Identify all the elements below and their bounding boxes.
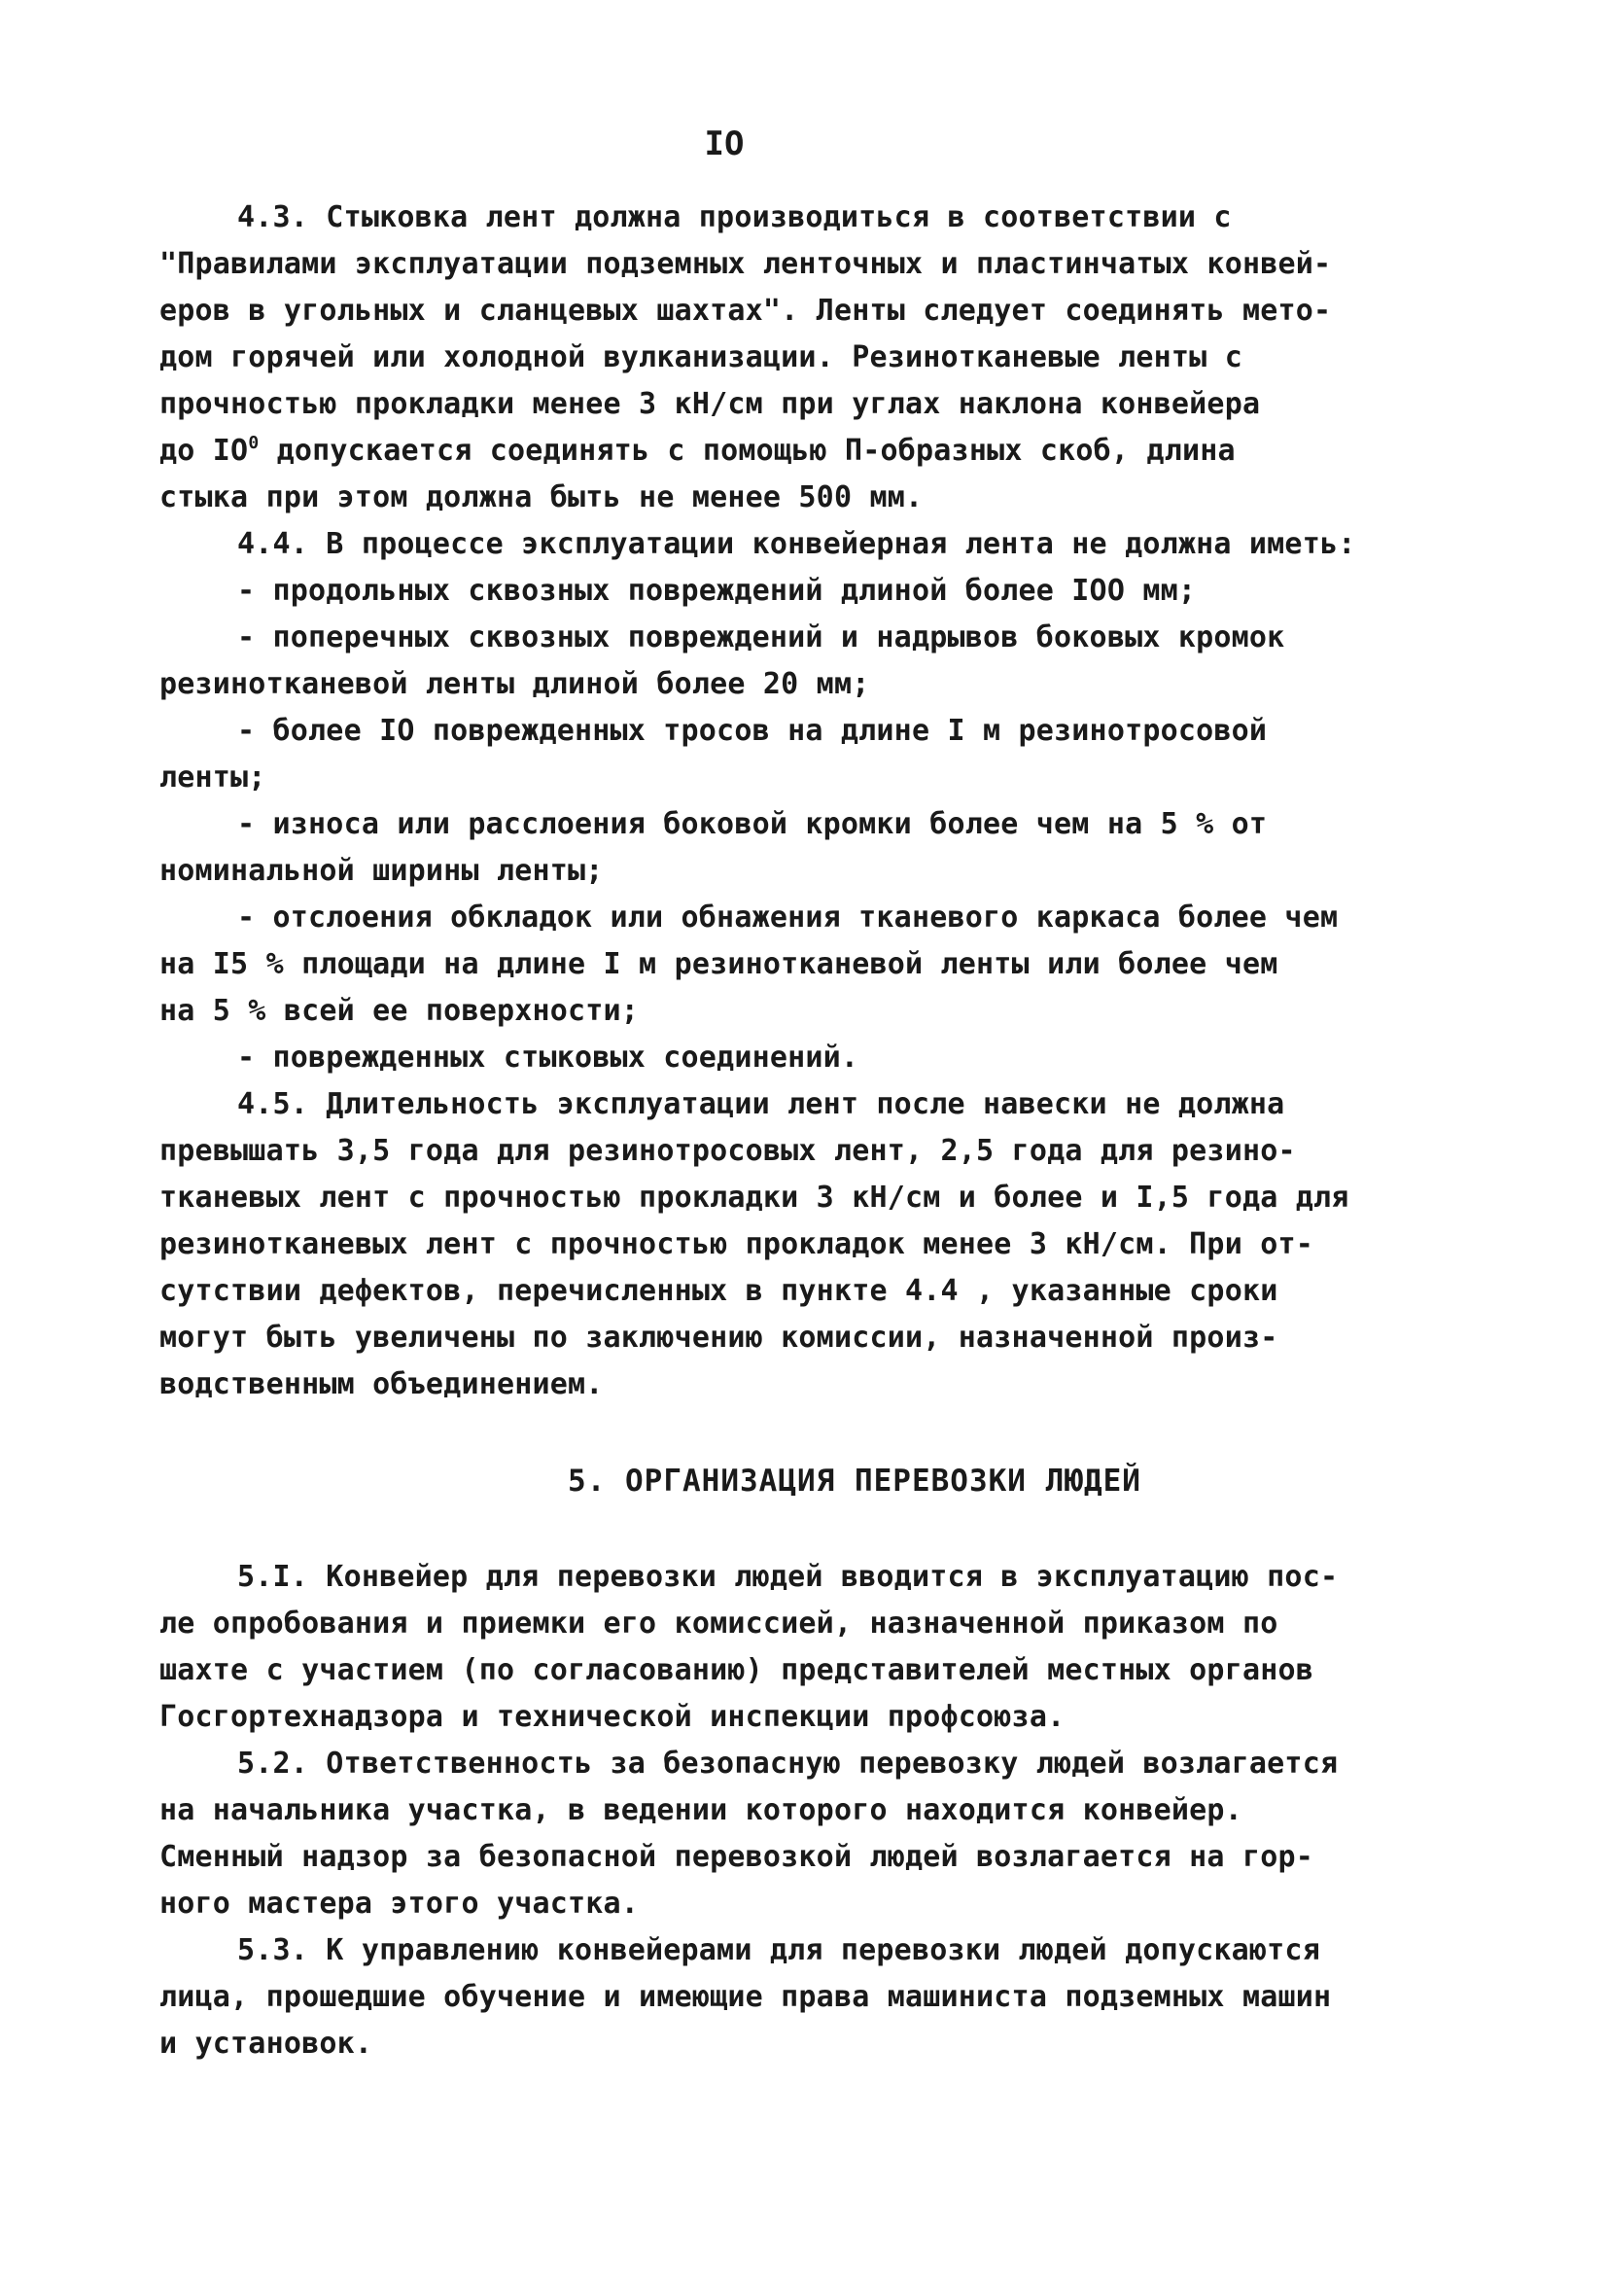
text-line: Сменный надзор за безопасной перевозкой людей возлагается на гор- xyxy=(159,1840,1313,1874)
text-line: прочностью прокладки менее 3 кН/см при углах наклона конвейера xyxy=(159,387,1261,421)
paragraph-5-1 xyxy=(159,1554,1462,1741)
section-heading: 5. ОРГАНИЗАЦИЯ ПЕРЕВОЗКИ ЛЮДЕЙ xyxy=(568,1464,1141,1499)
text-line: и установок. xyxy=(159,2027,373,2061)
text-line: шахте с участием (по согласованию) представителей местных органов xyxy=(159,1653,1313,1687)
paragraph-4-3 xyxy=(159,194,1462,521)
paragraph-5-3 xyxy=(159,1927,1462,2067)
document-body xyxy=(159,194,1462,2067)
text-line: дом горячей или холодной вулканизации. Резинотканевые ленты с xyxy=(159,340,1242,374)
text-line: водственным объединением. xyxy=(159,1367,604,1401)
text-line: 5.I. Конвейер для перевозки людей вводится в эксплуатацию пос- xyxy=(237,1560,1339,1594)
text-line: ленты; xyxy=(159,760,266,795)
text-line: 5.2. Ответственность за безопасную перевозку людей возлагается xyxy=(237,1747,1339,1781)
degree-superscript: 0 xyxy=(248,433,260,453)
text-line: на 5 % всей ее поверхности; xyxy=(159,994,640,1028)
text-line: резинотканевой ленты длиной более 20 мм; xyxy=(159,667,870,701)
text-fragment: допускается соединять с помощью П-образных скоб, длина xyxy=(259,434,1236,468)
text-line: 4.5. Длительность эксплуатации лент после навески не должна xyxy=(237,1087,1285,1121)
text-line: стыка при этом должна быть не менее 500 мм. xyxy=(159,480,924,514)
text-line: 4.4. В процессе эксплуатации конвейерная лента не должна иметь: xyxy=(237,527,1356,561)
text-line: сутствии дефектов, перечисленных в пункте 4.4 , указанные сроки xyxy=(159,1274,1278,1308)
paragraph-4-4 xyxy=(159,521,1462,1081)
list-item: - износа или расслоения боковой кромки более чем на 5 % от xyxy=(237,807,1268,841)
paragraph-5-2 xyxy=(159,1741,1462,1927)
spacer xyxy=(159,1408,1462,1457)
text-line: резинотканевых лент с прочностью прокладок менее 3 кН/см. При от- xyxy=(159,1227,1313,1261)
text-line: могут быть увеличены по заключению комиссии, назначенной произ- xyxy=(159,1321,1278,1355)
text-line: 5.3. К управлению конвейерами для перевозки людей допускаются xyxy=(237,1933,1320,1967)
text-line: на начальника участка, в ведении которого находится конвейер. xyxy=(159,1793,1242,1827)
text-fragment: до IO xyxy=(159,434,249,468)
text-line: "Правилами эксплуатации подземных ленточных и пластинчатых конвей- xyxy=(159,247,1332,281)
list-item: - отслоения обкладок или обнажения тканевого каркаса более чем xyxy=(237,901,1339,935)
list-item: - поврежденных стыковых соединений. xyxy=(237,1041,859,1075)
text-line: ного мастера этого участка. xyxy=(159,1887,640,1921)
text-line: Госгортехнадзора и технической инспекции профсоюза. xyxy=(159,1700,1066,1734)
text-line xyxy=(159,428,1462,475)
text-line: еров в угольных и сланцевых шахтах". Ленты следует соединять мето- xyxy=(159,294,1332,328)
text-line: ле опробования и приемки его комиссией, назначенной приказом по xyxy=(159,1607,1278,1641)
text-line: тканевых лент с прочностью прокладки 3 кН/см и более и I,5 года для xyxy=(159,1181,1349,1215)
text-line: номинальной ширины ленты; xyxy=(159,854,604,888)
list-item: - продольных сквозных повреждений длиной более IOO мм; xyxy=(237,574,1197,608)
text-line: лица, прошедшие обучение и имеющие права машиниста подземных машин xyxy=(159,1980,1332,2014)
page-number: IO xyxy=(704,124,745,163)
text-line: 4.3. Стыковка лент должна производиться в соответствии с xyxy=(237,200,1232,234)
text-line: на I5 % площади на длине I м резинотканевой ленты или более чем xyxy=(159,947,1278,981)
list-item: - более IO поврежденных тросов на длине I м резинотросовой xyxy=(237,714,1268,748)
text-line: превышать 3,5 года для резинотросовых лент, 2,5 года для резино- xyxy=(159,1134,1296,1168)
list-item: - поперечных сквозных повреждений и надрывов боковых кромок xyxy=(237,620,1285,654)
paragraph-4-5 xyxy=(159,1081,1462,1408)
spacer xyxy=(159,1505,1462,1554)
